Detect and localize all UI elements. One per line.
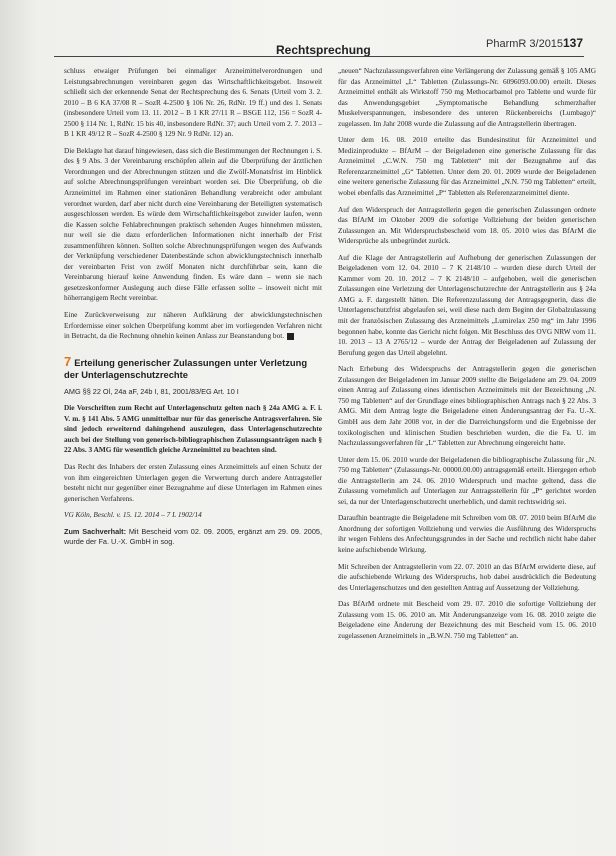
headnote-2: Das Recht des Inhabers der ersten Zulassung eines Arzneimittels auf einen Schutz der von ihm eingereichten Unterlagen gegen die Verwertung durch andere Antragsteller besteht nicht nur gegenüber einer Bezugnahme auf diese Unterlagen im Rahmen eines generischen Verfahrens. (64, 461, 322, 503)
facts-text: Mit Bescheid vom 02. 09. 2005, ergänzt am 29. 09. 2005, wurde der Fa. U.-X. GmbH in sog. (64, 526, 322, 547)
headnote-1: Die Vorschriften zum Recht auf Unterlagenschutz gelten nach § 24a AMG a. F. i. V. m. § 141 Abs. 5 AMG unmittelbar nur für das generische Antragsverfahren. Sie sind jedoch erweiternd dahingehend auszulegen, dass Unterlagenschutzrechte auch bei der Stellung von generisch-bibliographischen Zulassungsanträgen nach § 22 Abs. 3 AMG für wesentlich gleiche Arzneimittel zu beachten sind. (64, 403, 322, 455)
section-heading (64, 353, 322, 381)
section-number: 7 (64, 353, 72, 369)
right-paragraph-5: Nach Erhebung des Widerspruchs der Antragstellerin gegen die generischen Zulassungen der Beigeladenen im Januar 2009 stellte die Beigeladene am 29. 04. 2009 einen Antrag auf Zulassung eines identischen Arzneimittels mit der Bezeichnung „N. 750 mg Tabletten“ auf der Grundlage eines bibliographischen Antrags nach § 22 Abs. 3 AMG. Mit dem Antrag legte die Beigeladene einen Änderungsantrag der Fa. U.-X. GmbH aus dem Jahr 2008 vor, in der die Darreichungsform und die Ergebnisse der toxikologischen und klinischen Studien beschrieben wurden, die die Fa. U. im Nachzulassungsverfahren für „L“ Tabletten zur Abrechnung eingereicht hatte. (338, 364, 596, 448)
page-number: 137 (563, 36, 584, 50)
left-column (64, 66, 322, 554)
right-paragraph-4: Auf die Klage der Antragstellerin auf Aufhebung der generischen Zulassungen der Beigeladenen vom 12. 04. 2010 – 7 K 2148/10 – wurden diese durch Urteil der Kammer vom 20. 10. 2012 – 7 K 2148/10 – aufgehoben, weil die generischen Zulassungen eine Verletzung der Unterlagenschutzrechte der Antragstellerin aus § 24a AMG a. F. dargestellt hätten. Die Referenzzulassung der Antragsgegnerin, dass die Unterlagenschutzfrist abgelaufen sei, weil diese nach dem Beginn der Globalzulassung mit der französischen Zulassung des Arzneimittels „Lumirelax 250 mg“ im Jahr 1996 begonnen habe, konnte das Gericht nicht folgen. Mit Beschluss des OVG NRW vom 11. 10. 2013 – 13 A 2765/12 – wurde der Antrag der Beigeladenen auf Zulassung der Berufung gegen das Urteil abgelehnt. (338, 252, 596, 357)
header-rule (54, 56, 584, 57)
section-header-title: Rechtsprechung (276, 43, 371, 57)
right-paragraph-7: Daraufhin beantragte die Beigeladene mit Schreiben vom 08. 07. 2010 beim BfArM die Anordnung der sofortigen Vollziehung und verwies die Ausführung des Widerspruchs ihr wegen Fehlens des Anfechtungsgrundes in der Sache und rechtlich nicht habe daher keine aufschiebende Wirkung. (338, 513, 596, 554)
court-citation: VG Köln, Beschl. v. 15. 12. 2014 – 7 L 1902/14 (64, 510, 202, 520)
left-paragraph-3 (64, 310, 322, 342)
end-of-article-mark (287, 333, 294, 340)
journal-issue: PharmR 3/2015 (486, 38, 564, 50)
right-paragraph-1: „neuen“ Nachzulassungsverfahren eine Verlängerung der Zulassung gemäß § 105 AMG für das Arzneimittel „L“ Tabletten (Zulassungs-Nr. 6096093.00.00) erteilt. Dieses Arzneimittel enthält als Wirkstoff 750 mg Methocarbamol pro Tablette und wurde für das Anwendungsgebiet „Symptomatische Behandlung schmerzhafter Muskelverspannungen, insbesondere des unteren Rückenbereichs (Lumbago)“ zugelassen. Im Jahr 2008 wurde die Zulassung auf die Antragstellerin übertragen. (338, 66, 596, 128)
left-paragraph-1: schluss etwaiger Prüfungen bei einmaliger Arzneimittelverordnungen und Leistungsabrechnungen vereinbaren gegen das Wirtschaftlichkeitsgebot. Insoweit schließt sich der erkennende Senat der Rechtsprechung des 6. Senats (Urteil vom 3. 2. 2010 – B 6 KA 37/08 R – SozR 4-2500 § 106 Nr. 26, RdNr. 19 ff.) und des 1. Senats (insbesondere Urteil vom 13. 11. 2012 – B 1 KR 27/11 R – BSGE 112, 156 = SozR 4-2500 § 114 Nr. 1, RdNr. 15 bis 40, insbesondere RdNr. 37; auch Urteil vom 2. 7. 2013 – B 1 KR 49/12 R – SozR 4-2500 § 129 Nr. 9 RdNr. 12) an. (64, 66, 322, 139)
facts-label: Zum Sachverhalt: (64, 526, 127, 536)
right-paragraph-3: Auf den Widerspruch der Antragstellerin gegen die generischen Zulassungen ordnete das BfArM im Oktober 2009 die sofortige Vollziehung der beiden generischen Zulassungen an. Mit Widerspruchsbescheid vom 18. 05. 2010 wies das BfArM die Widersprüche als unbegründet zurück. (338, 204, 596, 246)
right-column (338, 66, 596, 647)
right-paragraph-8: Mit Schreiben der Antragstellerin vom 22. 07. 2010 an das BfArM erwiderte diese, auf die aufschiebende Wirkung des Widerspruchs, hob dabei ausdrücklich die Bedeutung des Unterlagenschutzes und den gestellten Antrag auf Aussetzung der Vollziehung. (338, 561, 596, 592)
left-paragraph-2: Die Beklagte hat darauf hingewiesen, dass sich die Bestimmungen der Rechnungen i. S. des § 9 Abs. 3 der Vereinbarung erschöpfen allein auf die Überprüfung der ärztlichen Verordnungen und der Abrechnungen stützen und die Zwölf-Monatsfrist im Hinblick auf solche Abrechnungsprüfungen vereinbart worden sei. Die Überprüfung, ob die Arzneimittel im Rahmen einer stationären Behandlung verabreicht oder ambulant verordnet wurden, darf aber nicht durch eine Vereinbarung der Beteiligten systematisch ausgeschlossen werden. Es würde dem Wirtschaftlichkeitsgebot zuwider laufen, wenn die Kassen solche Fehlabrechnungen praktisch sehenden Auges hinnehmen müssten, nur weil sie die dazu erforderlichen Informationen nicht innerhalb der Frist zusammenführen können. Sollten solche Abrechnungsprüfungen wegen des Aufwands der Verknüpfung verschiedener Datenbestände schon abwicklungstechnisch innerhalb der vereinbarten Frist von zwölf Monaten nicht durchführbar sein, kann die Vereinbarung hierauf keine Anwendung finden. Es wäre dann – wenn sie nach gesetzeskonformer Auslegung auch diese Fälle erfassen sollte – insoweit nicht mit höherrangigem Recht vereinbar. (64, 145, 322, 303)
right-paragraph-6: Unter dem 15. 06. 2010 wurde der Beigeladenen die bibliographische Zulassung für „N. 750 mg Tabletten“ (Zulassungs-Nr. 00000.00.00) antragsgemäß erteilt. Hiergegen erhob die Antragstellerin am 24. 06. 2010 Widerspruch und machte geltend, dass die Zulassung vornehmlich auf Unterlagen zur Antragsstellerin für „P“ gerichtet worden sei, da nur der Unterlagenschutzrecht unerheblich, und damit rechtswidrig sei. (338, 454, 596, 506)
left-paragraph-3-text: Eine Zurückverweisung zur näheren Aufklärung der abwicklungstechnischen Erfordernisse einer solchen Überprüfung kommt aber im vorliegenden Verfahren nicht in Betracht, da die Rechnung ohnehin keinen Anlass zur Beanstandung bot. (64, 310, 322, 341)
section-title: Erteilung generischer Zulassungen unter Verletzung der Unterlagenschutzrechte (64, 356, 308, 380)
right-paragraph-2: Unter dem 16. 08. 2010 erteilte das Bundesinstitut für Arzneimittel und Medizinprodukte – BfArM – der Beigeladenen eine generische Zulassung für das Arzneimittel „C.W.N. 750 mg Tabletten“ mit der Bezugnahme auf das Referenzarzneimittel „G“ Tabletten. Unter dem 20. 01. 2009 wurde der Beigeladenen eine weitere generische Zulassung für das Arzneimittel „N.N. 750 mg Tabletten“ erteilt, wobei ebenfalls das Arzneimittel „P“ Tabletten als Referenzarzneimittel diente. (338, 135, 596, 198)
facts-paragraph (64, 527, 322, 548)
law-reference: AMG §§ 22 Ol, 24a aF, 24b I, 81, 2001/83/EG Art. 10 I (64, 386, 239, 396)
right-paragraph-9: Das BfArM ordnete mit Bescheid vom 29. 07. 2010 die sofortige Vollziehung der Zulassung vom 15. 06. 2010 an. Mit Änderungsanzeige vom 16. 08. 2010 zeigte die Beigeladene eine Änderung der Bezeichnung des mit Bescheid vom 15. 06. 2010 zugelassenen Arzneimittels in „B.W.N. 750 mg Tabletten“ an. (338, 599, 596, 640)
